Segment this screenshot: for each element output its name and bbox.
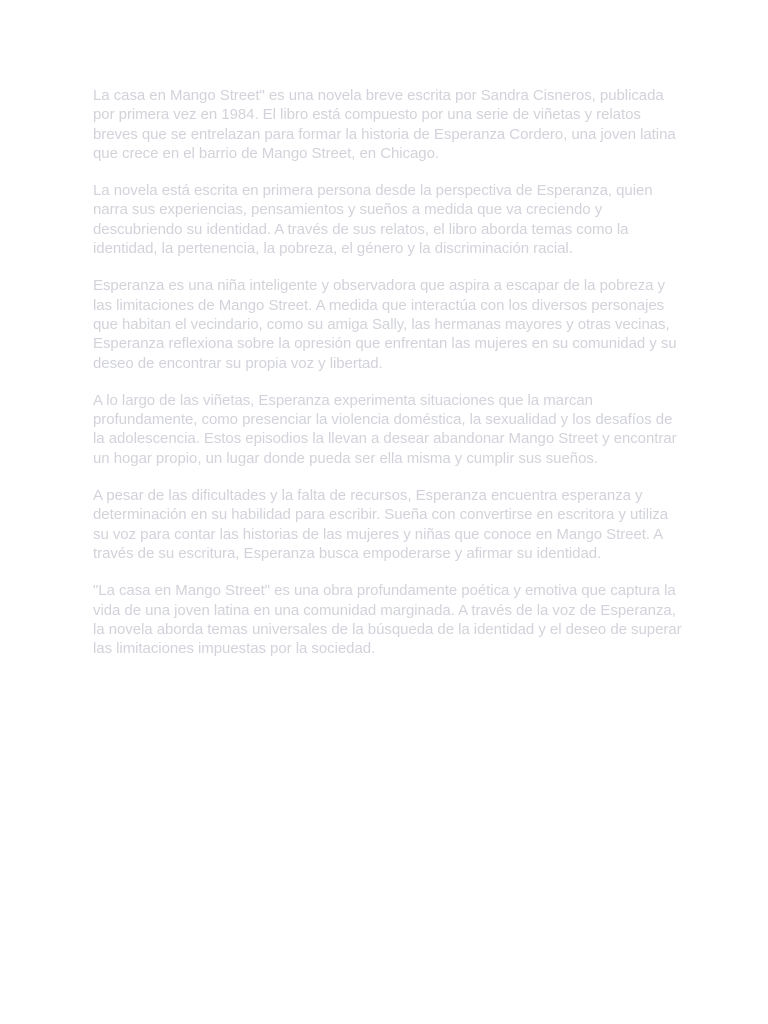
- paragraph-4: A lo largo de las viñetas, Esperanza experimenta situaciones que la marcan profundamente, como presenciar la violencia doméstica, la sexualidad y los desafíos de la adolescencia. Estos episodios la llevan a desear abandonar Mango Street y encontrar un hogar propio, un lugar donde pueda ser ella misma y cumplir sus sueños.: [93, 391, 677, 467]
- paragraph-2: La novela está escrita en primera persona desde la perspectiva de Esperanza, quien narra sus experiencias, pensamientos y sueños a medida que va creciendo y descubriendo su identidad. A través de sus relatos, el libro aborda temas como la identidad, la pertenencia, la pobreza, el género y la discriminación racial.: [93, 182, 653, 258]
- paragraph-5: A pesar de las dificultades y la falta de recursos, Esperanza encuentra esperanza y determinación en su habilidad para escribir. Sueña con convertirse en escritora y utiliza su voz para contar las historias de las mujeres y niñas que conoce en Mango Street. A través de su escritura, Esperanza busca empoderarse y afirmar su identidad.: [93, 487, 669, 562]
- paragraph-3: Esperanza es una niña inteligente y observadora que aspira a escapar de la pobreza y las limitaciones de Mango Street. A medida que interactúa con los diversos personajes que habitan el vecindario, como su amiga Sally, las hermanas mayores y otras vecinas, Esperanza reflexiona sobre la opresión que enfrentan las mujeres en su comunidad y su deseo de encontrar su propia voz y libertad.: [93, 277, 677, 372]
- paragraph-1: La casa en Mango Street" es una novela breve escrita por Sandra Cisneros, publicada por primera vez en 1984. El libro está compuesto por una serie de viñetas y relatos breves que se entrelazan para formar la historia de Esperanza Cordero, una joven latina que crece en el barrio de Mango Street, en Chicago.: [93, 87, 676, 162]
- paragraph-6: "La casa en Mango Street" es una obra profundamente poética y emotiva que captura la vida de una joven latina en una comunidad marginada. A través de la voz de Esperanza, la novela aborda temas universales de la búsqueda de la identidad y el deseo de superar las limitaciones impuestas por la sociedad.: [93, 582, 682, 658]
- document-body: [93, 86, 683, 676]
